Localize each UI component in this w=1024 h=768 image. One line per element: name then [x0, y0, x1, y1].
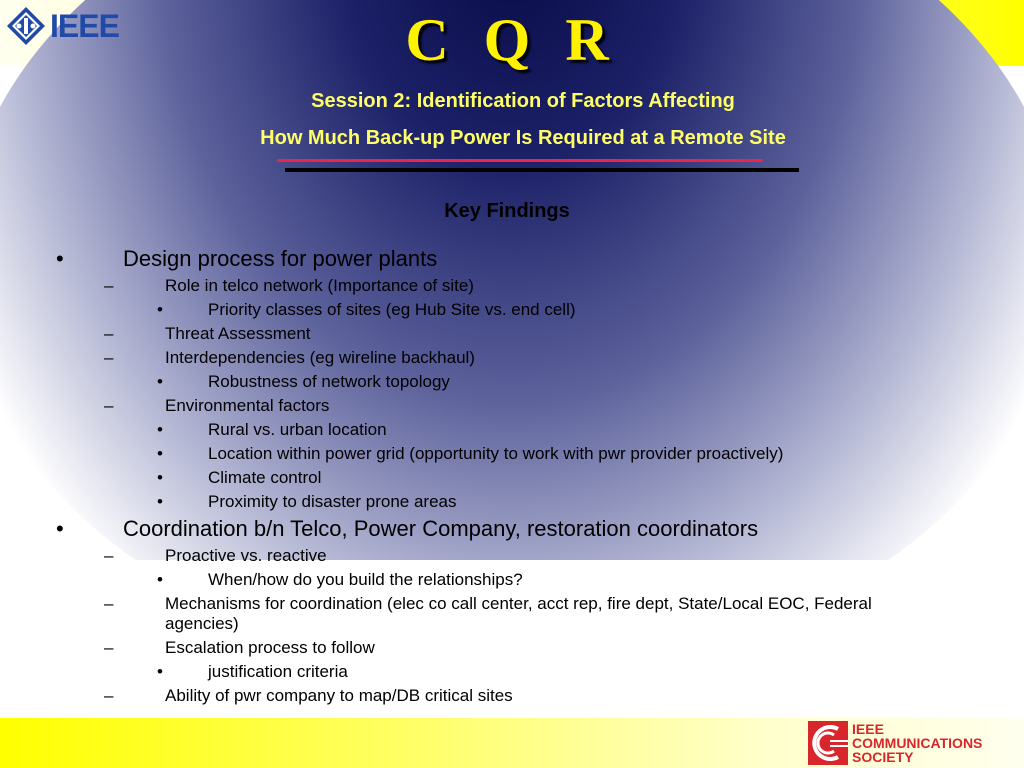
dash-marker: –	[104, 546, 114, 565]
list-item-text: Threat Assessment	[165, 324, 311, 343]
list-item-text: When/how do you build the relationships?	[208, 570, 523, 589]
list-item-text: Proactive vs. reactive	[165, 546, 327, 565]
bullet-marker: •	[157, 570, 163, 589]
list-item-text: Ability of pwr company to map/DB critical sites	[165, 686, 513, 705]
list-item	[0, 490, 1024, 514]
list-item	[0, 394, 1024, 418]
bullet-marker: •	[157, 444, 163, 463]
comsoc-text	[852, 722, 982, 764]
list-item	[0, 514, 1024, 544]
bullet-marker: •	[157, 372, 163, 391]
bullet-marker: •	[157, 468, 163, 487]
dash-marker: –	[104, 594, 114, 613]
findings-list	[0, 244, 1024, 708]
list-item-text: Proximity to disaster prone areas	[208, 492, 457, 511]
list-item	[0, 322, 1024, 346]
bullet-marker: •	[157, 662, 163, 681]
dash-marker: –	[104, 638, 114, 657]
list-item-text: justification criteria	[208, 662, 348, 681]
dash-marker: –	[104, 686, 114, 705]
comsoc-line3: SOCIETY	[852, 749, 914, 765]
list-item	[0, 298, 1024, 322]
list-item	[0, 466, 1024, 490]
list-item-text: Priority classes of sites (eg Hub Site vs. end cell)	[208, 300, 576, 319]
list-item-text: Rural vs. urban location	[208, 420, 387, 439]
black-divider	[285, 168, 799, 172]
list-item	[0, 442, 1024, 466]
bullet-marker: •	[157, 420, 163, 439]
red-divider	[277, 159, 763, 162]
list-item-text: Mechanisms for coordination (elec co call center, acct rep, fire dept, State/Local EOC, Federal agencies)	[165, 594, 872, 633]
list-item-text: Location within power grid (opportunity to work with pwr provider proactively)	[208, 444, 784, 463]
page-title: C Q R	[405, 7, 619, 73]
list-item	[0, 592, 1024, 636]
list-item	[0, 370, 1024, 394]
list-item	[0, 544, 1024, 568]
bullet-marker: •	[56, 516, 64, 541]
list-item	[0, 418, 1024, 442]
list-item	[0, 636, 1024, 660]
list-item	[0, 568, 1024, 592]
list-item-text: Interdependencies (eg wireline backhaul)	[165, 348, 475, 367]
list-item-text: Escalation process to follow	[165, 638, 375, 657]
list-item-text: Role in telco network (Importance of site)	[165, 276, 474, 295]
list-item-text: Design process for power plants	[123, 246, 438, 271]
list-item	[0, 274, 1024, 298]
list-item-text: Robustness of network topology	[208, 372, 450, 391]
list-item-text: Coordination b/n Telco, Power Company, restoration coordinators	[123, 516, 759, 541]
session-subtitle-line2: How Much Back-up Power Is Required at a Remote Site	[260, 127, 786, 149]
list-item-text: Environmental factors	[165, 396, 330, 415]
list-item-text: Climate control	[208, 468, 322, 487]
bullet-marker: •	[56, 246, 64, 271]
dash-marker: –	[104, 276, 114, 295]
comsoc-mark-icon	[808, 719, 848, 767]
session-subtitle-line1: Session 2: Identification of Factors Affecting	[311, 90, 735, 112]
section-heading: Key Findings	[444, 200, 570, 222]
list-item	[0, 244, 1024, 274]
dash-marker: –	[104, 348, 114, 367]
list-item	[0, 660, 1024, 684]
dash-marker: –	[104, 324, 114, 343]
list-item	[0, 684, 1024, 708]
bullet-marker: •	[157, 300, 163, 319]
list-item	[0, 346, 1024, 370]
bullet-marker: •	[157, 492, 163, 511]
comsoc-logo	[808, 718, 982, 768]
dash-marker: –	[104, 396, 114, 415]
comsoc-line2: COMMUNICATIONS	[852, 735, 983, 751]
comsoc-line1: IEEE	[852, 721, 884, 737]
ieee-logo-text: IEEE	[50, 7, 119, 44]
